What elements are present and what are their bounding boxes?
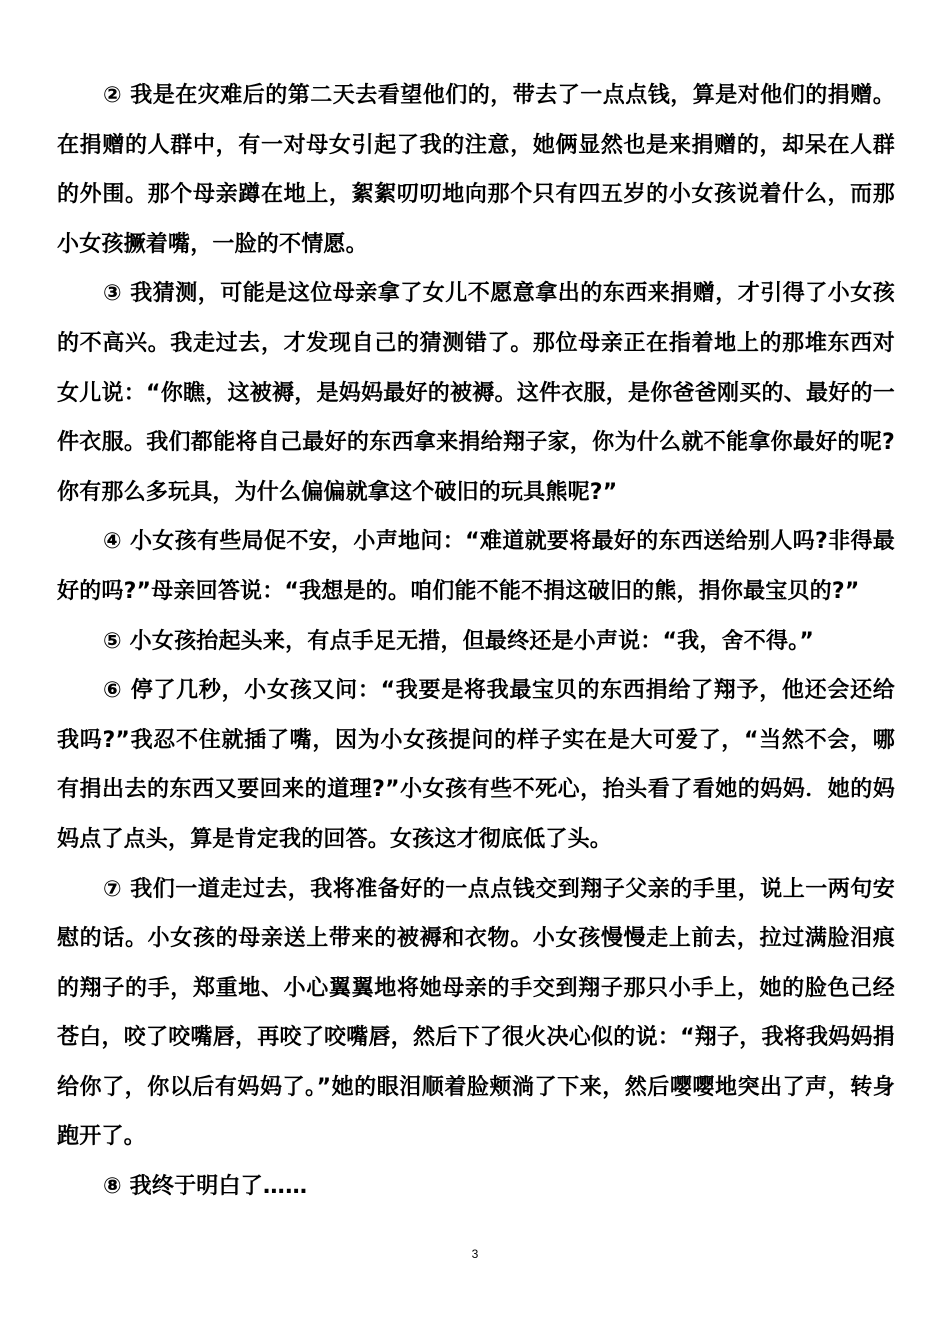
document-body <box>57 71 895 1212</box>
page-number: 3 <box>471 1247 479 1261</box>
paragraph-2: ② 我是在灾难后的第二天去看望他们的，带去了一点点钱，算是对他们的捐赠。在捐赠的人群中，有一对母女引起了我的注意，她俩显然也是来捐赠的，却呆在人群的外围。那个母亲蹲在地上，絮絮叨叨地向那个只有四五岁的小女孩说着什么，而那小女孩撅着嘴，一脸的不情愿。 <box>57 83 895 257</box>
paragraph-7: ⑦ 我们一道走过去，我将准备好的一点点钱交到翔子父亲的手里，说上一两句安慰的话。小女孩的母亲送上带来的被褥和衣物。小女孩慢慢走上前去，拉过满脸泪痕的翔子的手，郑重地、小心翼翼地将她母亲的手交到翔子那只小手上，她的脸色己经苍白，咬了咬嘴唇，再咬了咬嘴唇，然后下了很火决心似的说：“翔子，我将我妈妈捐给你了，你以后有妈妈了。”她的眼泪顺着脸颊淌了下来，然后嘤嘤地突出了声，转身跑开了。 <box>57 876 895 1150</box>
paragraph-6: ⑥ 停了几秒，小女孩又问：“我要是将我最宝贝的东西捐给了翔予，他还会还给我吗?”我忍不住就插了嘴，因为小女孩提问的样子实在是大可爱了，“当然不会，哪有捐出去的东西又要回来的道理?”小女孩有些不死心，抬头看了看她的妈妈．她的妈妈点了点头，算是肯定我的回答。女孩这才彻底低了头。 <box>57 678 895 852</box>
paragraph-4: ④ 小女孩有些局促不安，小声地问：“难道就要将最好的东西送给别人吗?非得最好的吗?”母亲回答说：“我想是的。咱们能不能不捐这破旧的熊，捐你最宝贝的?” <box>57 529 895 604</box>
paragraph-5: ⑤ 小女孩抬起头来，有点手足无措，但最终还是小声说：“我，舍不得。” <box>103 628 815 654</box>
paragraph-3: ③ 我猜测，可能是这位母亲拿了女儿不愿意拿出的东西来捐赠，才引得了小女孩的不高兴。我走过去，才发现自己的猜测错了。那位母亲正在指着地上的那堆东西对女儿说：“你瞧，这被褥，是妈妈最好的被褥。这件衣服，是你爸爸刚买的、最好的一件衣服。我们都能将自己最好的东西拿来捐给翔子家，你为什么就不能拿你最好的呢?你有那么多玩具，为什么偏偏就拿这个破旧的玩具熊呢?” <box>57 281 895 505</box>
paragraph-8: ⑧ 我终于明白了…… <box>103 1174 308 1200</box>
